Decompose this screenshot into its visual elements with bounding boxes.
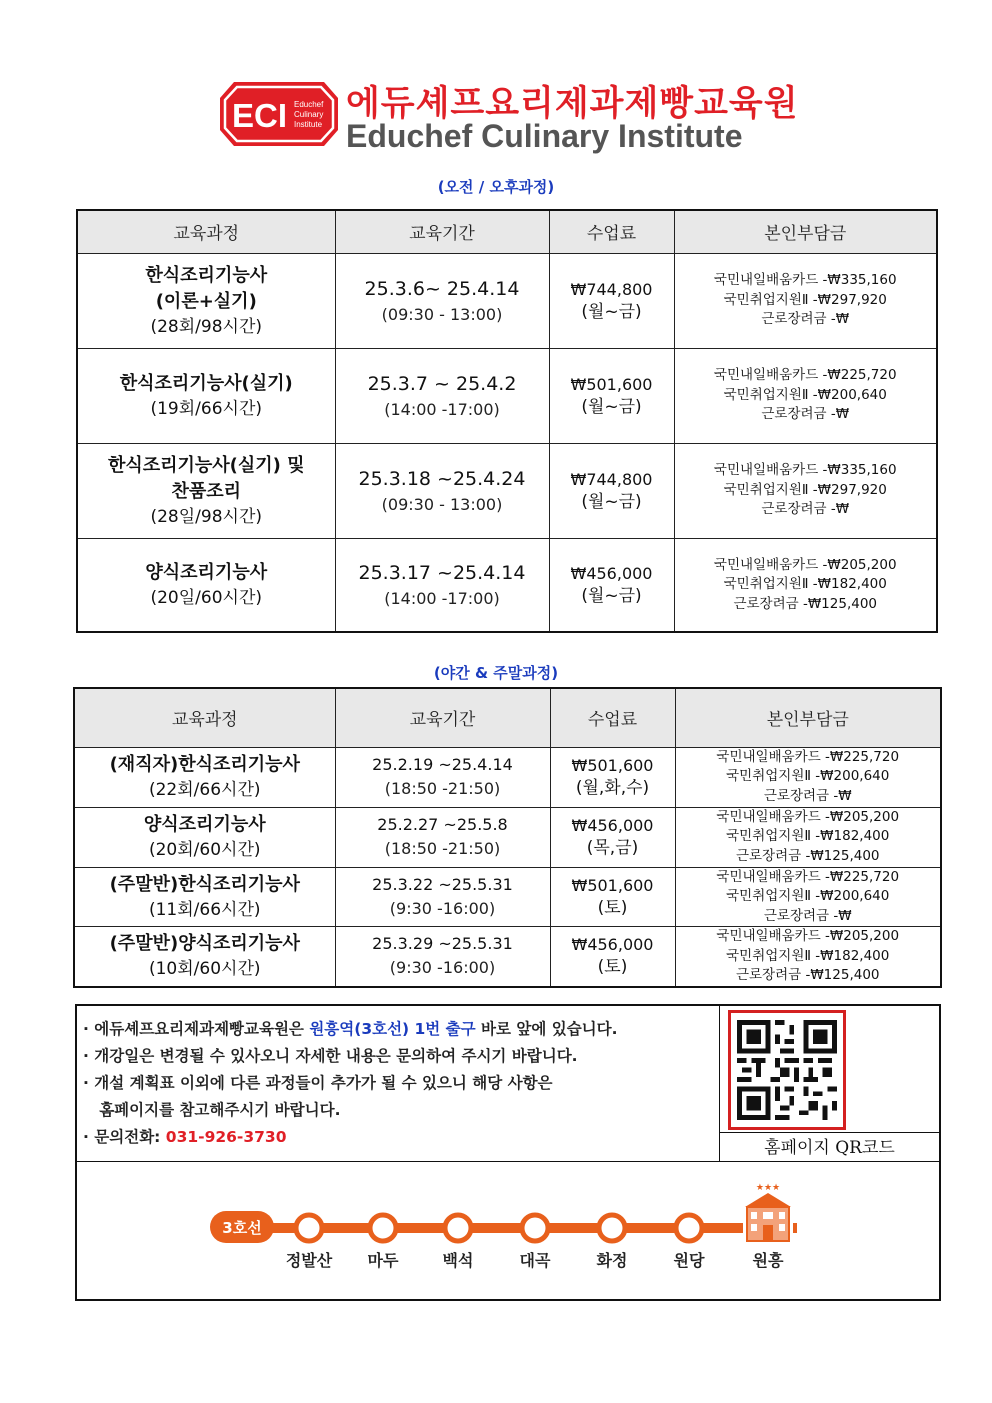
course-name-sub: (이론+실기)	[155, 290, 257, 312]
station-madu	[368, 1215, 399, 1270]
info-box	[75, 1004, 941, 1301]
subway-line-label: 3호선	[222, 1219, 262, 1237]
note-extra-courses: · 개설 계획표 이외에 다른 과정들이 추가가 될 수 있으니 해당 사항은	[83, 1074, 553, 1092]
course-name: 양식조리기능사	[145, 561, 268, 583]
period-cell	[335, 927, 550, 987]
table-row	[77, 348, 937, 443]
header-burden: 본인부담금	[674, 210, 937, 253]
burden-incentive: 근로장려금 -₩125,400	[735, 847, 880, 864]
fee-days: (토)	[597, 897, 628, 918]
qr-code-icon[interactable]	[737, 1019, 837, 1121]
period-dates: 25.3.17 ~25.4.14	[358, 561, 526, 584]
course-hours: (20회/60시간)	[148, 840, 261, 860]
fee-days: (월~금)	[581, 491, 642, 512]
table-row	[74, 747, 941, 807]
fee-cell	[549, 443, 674, 538]
station-wonheung	[743, 1183, 793, 1270]
note-location-pre: · 에듀셰프요리제과제빵교육원은	[83, 1020, 310, 1038]
logo-sub-2: Culinary	[294, 110, 324, 119]
station-name: 마두	[367, 1251, 399, 1270]
burden-cell	[675, 747, 941, 807]
title-korean: 에듀셰프요리제과제빵교육원	[346, 84, 799, 124]
burden-employment: 국민취업지원Ⅱ -₩297,920	[723, 481, 887, 498]
burden-incentive: 근로장려금 -₩125,400	[733, 595, 878, 612]
burden-card: 국민내일배움카드 -₩205,200	[716, 808, 900, 825]
course-cell	[74, 867, 335, 927]
burden-cell	[675, 927, 941, 987]
fee-cell	[549, 253, 674, 348]
note-location-exit: 원흥역(3호선) 1번 출구	[309, 1020, 476, 1038]
burden-cell	[674, 253, 937, 348]
period-dates: 25.2.19 ~25.4.14	[372, 755, 513, 774]
period-time: (09:30 - 13:00)	[381, 304, 503, 324]
header-burden: 본인부담금	[675, 688, 941, 747]
period-dates: 25.3.22 ~25.5.31	[372, 874, 513, 894]
course-cell	[77, 443, 335, 538]
course-hours: (28일/98시간)	[150, 506, 263, 527]
course-hours: (20일/60시간)	[150, 587, 263, 608]
course-cell	[74, 927, 335, 987]
burden-cell	[674, 538, 937, 632]
burden-card: 국민내일배움카드 -₩335,160	[713, 462, 897, 479]
station-marker	[445, 1215, 471, 1241]
burden-incentive: 근로장려금 -₩	[761, 311, 850, 328]
period-time: (09:30 - 13:00)	[381, 494, 503, 514]
station-marker	[599, 1215, 625, 1241]
fee-amount: ₩501,600	[570, 374, 653, 394]
burden-employment: 국민취업지원Ⅱ -₩200,640	[723, 386, 887, 403]
fee-amount: ₩456,000	[571, 816, 654, 835]
course-cell	[77, 348, 335, 443]
period-cell	[335, 443, 549, 538]
station-marker	[370, 1215, 396, 1241]
burden-card: 국민내일배움카드 -₩225,720	[716, 868, 900, 885]
course-hours: (11회/66시간)	[148, 899, 261, 920]
course-hours: (28회/98시간)	[150, 316, 263, 337]
station-name: 대곡	[519, 1251, 551, 1270]
note-location	[83, 1016, 719, 1043]
station-name: 화정	[596, 1251, 628, 1270]
table-header-row	[77, 210, 937, 253]
course-hours: (22회/66시간)	[148, 780, 261, 800]
period-dates: 25.2.27 ~25.5.8	[377, 815, 508, 834]
burden-card: 국민내일배움카드 -₩225,720	[716, 748, 900, 765]
logo-sub-1: Educhef	[294, 100, 324, 109]
burden-card: 국민내일배움카드 -₩225,720	[713, 367, 897, 384]
course-cell	[77, 538, 335, 632]
header	[218, 76, 799, 156]
period-cell	[335, 538, 549, 632]
fee-amount: ₩744,800	[570, 279, 653, 299]
station-baekseok	[443, 1215, 474, 1270]
fee-cell	[549, 538, 674, 632]
burden-cell	[675, 807, 941, 867]
period-dates: 25.3.29 ~25.5.31	[372, 934, 513, 954]
period-time: (9:30 -16:00)	[389, 898, 496, 918]
title-english: Educhef Culinary Institute	[346, 118, 743, 154]
header-course: 교육과정	[74, 688, 335, 747]
burden-cell	[675, 867, 941, 927]
table-row	[74, 927, 941, 987]
phone-number[interactable]: 031-926-3730	[165, 1128, 287, 1146]
station-wondang	[674, 1215, 705, 1270]
station-name: 백석	[442, 1251, 474, 1270]
eci-logo	[218, 80, 340, 148]
burden-card: 국민내일배움카드 -₩335,160	[713, 272, 897, 289]
fee-days: (월~금)	[581, 585, 642, 606]
course-cell	[74, 807, 335, 867]
burden-card: 국민내일배움카드 -₩205,200	[716, 928, 900, 944]
fee-days: (월~금)	[581, 301, 642, 322]
logo-sub-3: Institute	[294, 120, 323, 129]
header-course: 교육과정	[77, 210, 335, 253]
header-fee: 수업료	[550, 688, 675, 747]
burden-employment: 국민취업지원Ⅱ -₩297,920	[723, 291, 887, 308]
burden-employment: 국민취업지원Ⅱ -₩182,400	[723, 576, 887, 592]
course-name: (주말반)양식조리기능사	[109, 933, 300, 955]
period-cell	[335, 807, 550, 867]
svg-text:★★★: ★★★	[755, 1183, 781, 1193]
fee-cell	[550, 747, 675, 807]
course-cell	[77, 253, 335, 348]
course-name: 한식조리기능사(실기)	[119, 372, 293, 394]
header-fee: 수업료	[549, 210, 674, 253]
burden-incentive: 근로장려금 -₩	[763, 787, 852, 804]
fee-cell	[549, 348, 674, 443]
table-row	[74, 807, 941, 867]
period-time: (9:30 -16:00)	[389, 958, 496, 978]
burden-cell	[674, 348, 937, 443]
burden-employment: 국민취업지원Ⅱ -₩200,640	[726, 768, 890, 785]
course-name: 양식조리기능사	[143, 814, 266, 835]
period-time: (18:50 -21:50)	[384, 779, 501, 798]
station-hwajeong	[596, 1215, 628, 1270]
section-title-day: (오전 / 오후과정)	[437, 178, 555, 196]
qr-frame	[728, 1010, 846, 1130]
fee-days: (목,금)	[586, 838, 639, 858]
qr-section	[720, 1006, 939, 1162]
table-row	[74, 867, 941, 927]
burden-incentive: 근로장려금 -₩125,400	[735, 967, 880, 983]
table-row	[77, 253, 937, 348]
note-phone	[83, 1124, 719, 1151]
note-homepage: 홈페이지를 참고해주시기 바랍니다.	[83, 1101, 341, 1119]
table-row	[77, 538, 937, 632]
period-time: (14:00 -17:00)	[384, 588, 500, 608]
period-cell	[335, 747, 550, 807]
burden-employment: 국민취업지원Ⅱ -₩182,400	[726, 947, 890, 964]
period-cell	[335, 253, 549, 348]
schedule-table-night-weekend	[73, 687, 942, 988]
burden-cell	[674, 443, 937, 538]
note-location-post: 바로 앞에 있습니다.	[475, 1020, 618, 1038]
period-dates: 25.3.7 ~ 25.4.2	[367, 372, 517, 395]
period-cell	[335, 867, 550, 927]
burden-employment: 국민취업지원Ⅱ -₩182,400	[726, 828, 890, 845]
period-dates: 25.3.18 ~25.4.24	[358, 467, 526, 490]
course-name: 한식조리기능사	[145, 264, 268, 286]
period-time: (14:00 -17:00)	[384, 399, 500, 419]
fee-cell	[550, 927, 675, 987]
qr-caption: 홈페이지 QR코드	[720, 1132, 939, 1162]
school-building-icon	[743, 1183, 793, 1241]
fee-amount: ₩501,600	[571, 756, 654, 775]
course-hours: (19회/66시간)	[150, 398, 263, 419]
station-marker	[676, 1215, 702, 1241]
fee-amount: ₩501,600	[571, 875, 654, 895]
station-marker	[296, 1215, 322, 1241]
info-notes	[77, 1006, 720, 1162]
course-hours: (10회/60시간)	[148, 959, 261, 980]
note-schedule-change: · 개강일은 변경될 수 있사오니 자세한 내용은 문의하여 주시기 바랍니다.	[83, 1047, 578, 1065]
burden-card: 국민내일배움카드 -₩205,200	[713, 556, 897, 573]
fee-days: (월~금)	[581, 396, 642, 417]
section-title-night-weekend: (야간 & 주말과정)	[433, 664, 559, 682]
table-header-row	[74, 688, 941, 747]
logo-text: ECI	[232, 97, 288, 134]
fee-cell	[550, 807, 675, 867]
station-name: 정발산	[285, 1251, 333, 1270]
header-period: 교육기간	[335, 688, 550, 747]
fee-amount: ₩456,000	[570, 563, 653, 583]
burden-incentive: 근로장려금 -₩	[763, 907, 852, 924]
course-cell	[74, 747, 335, 807]
station-name: 원흥	[752, 1251, 784, 1270]
subway-line-map	[77, 1163, 939, 1299]
fee-cell	[550, 867, 675, 927]
course-name: 한식조리기능사(실기) 및	[107, 454, 305, 476]
burden-incentive: 근로장려금 -₩	[761, 501, 850, 518]
schedule-table-day	[76, 209, 938, 633]
fee-days: (월,화,수)	[575, 778, 650, 798]
station-name: 원당	[673, 1251, 705, 1270]
phone-label: · 문의전화:	[83, 1128, 166, 1146]
course-name: (주말반)한식조리기능사	[109, 873, 300, 895]
burden-employment: 국민취업지원Ⅱ -₩200,640	[726, 888, 890, 904]
station-marker	[522, 1215, 548, 1241]
station-daegok	[520, 1215, 551, 1270]
period-dates: 25.3.6~ 25.4.14	[364, 277, 520, 300]
fee-amount: ₩456,000	[571, 935, 654, 955]
table-row	[77, 443, 937, 538]
burden-incentive: 근로장려금 -₩	[761, 406, 850, 423]
header-period: 교육기간	[335, 210, 549, 253]
course-name: (재직자)한식조리기능사	[109, 754, 300, 775]
fee-days: (토)	[597, 957, 628, 978]
course-name-sub: 찬품조리	[171, 480, 242, 502]
fee-amount: ₩744,800	[570, 469, 653, 489]
period-time: (18:50 -21:50)	[384, 839, 501, 858]
period-cell	[335, 348, 549, 443]
